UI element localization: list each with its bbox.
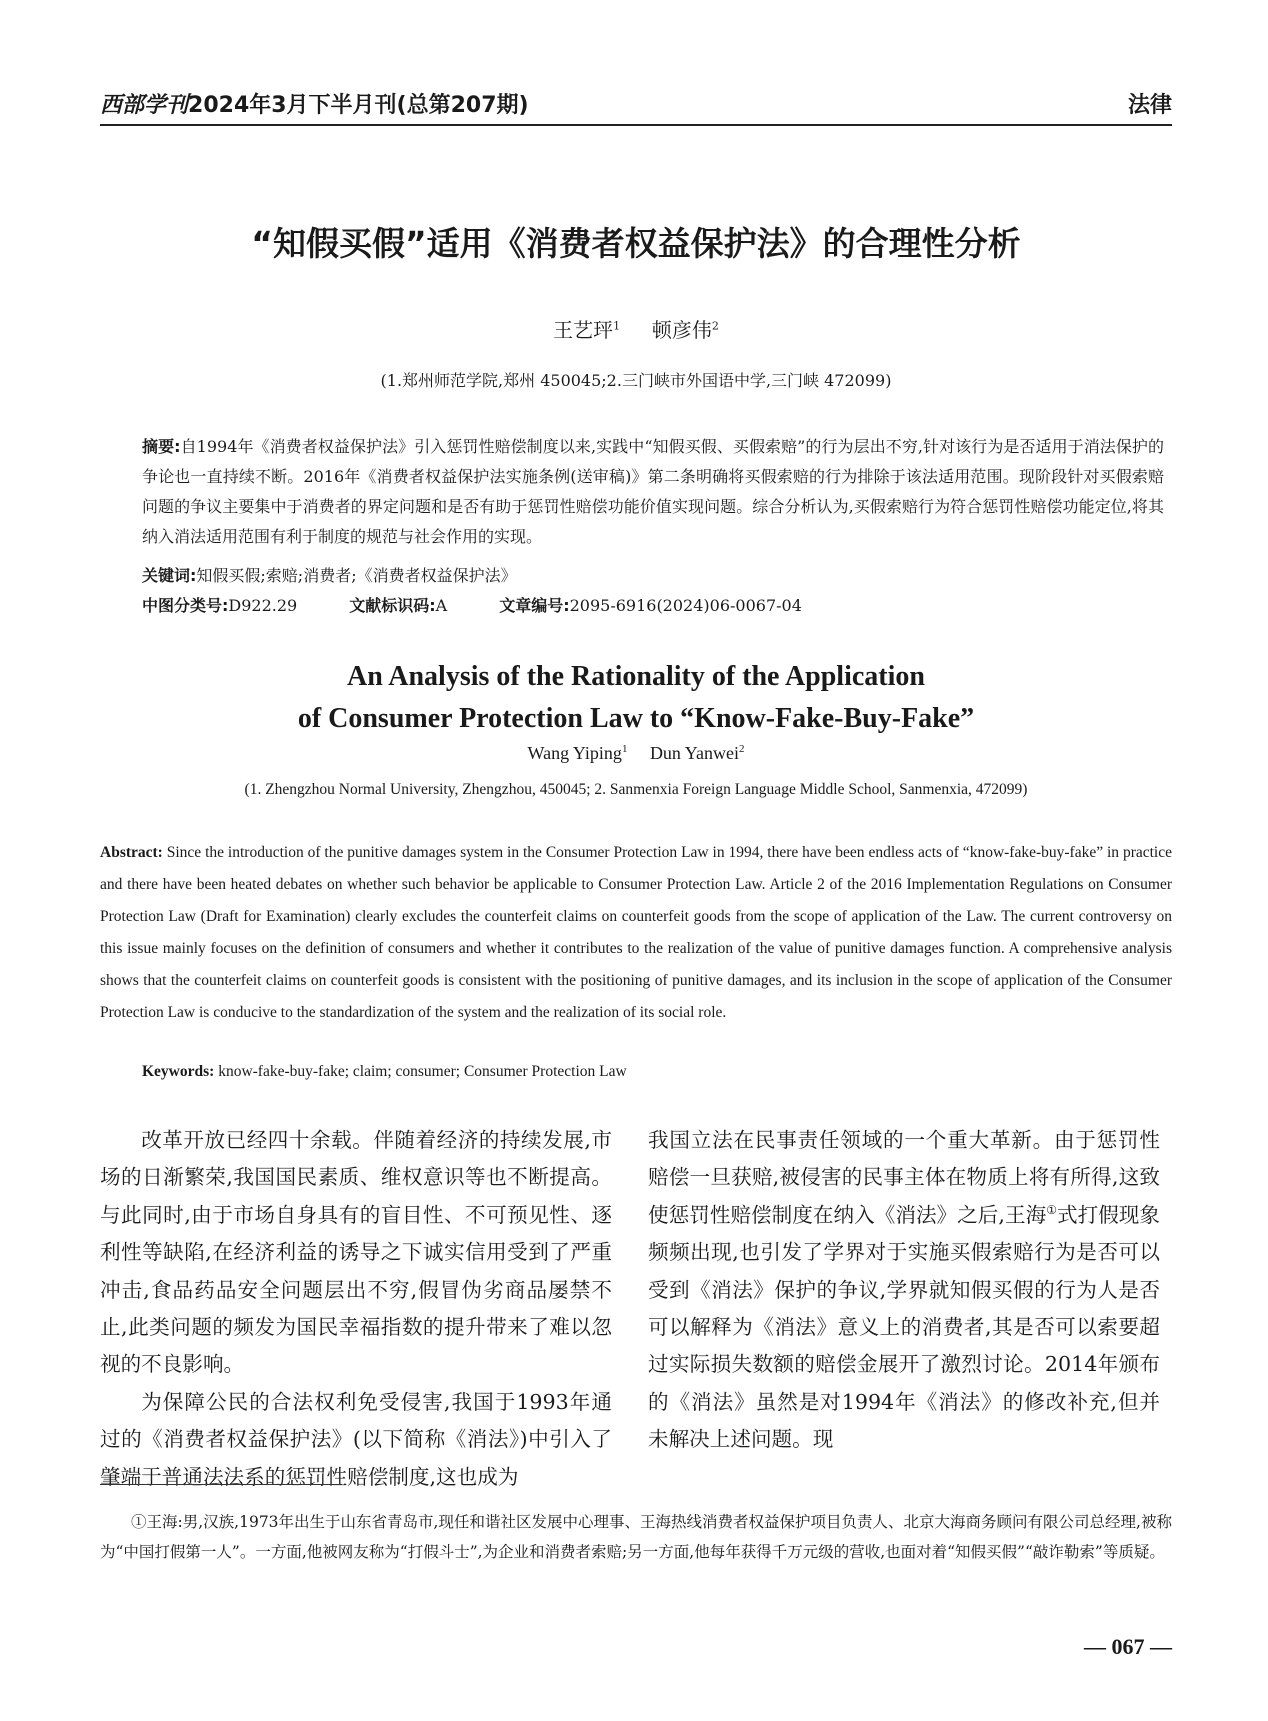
author-1-cn-sup: 1	[613, 319, 621, 333]
author-2-en: Dun Yanwei	[649, 743, 739, 763]
body-paragraph	[648, 1122, 1160, 1459]
affiliation-cn: (1.郑州师范学院,郑州 450045;2.三门峡市外国语中学,三门峡 472099)	[380, 371, 892, 390]
body-text: 我国立法在民事责任领域的一个重大革新。由于惩罚性赔偿一旦获赔,被侵害的民事主体在物质上将有所得,这致使惩罚性赔偿制度在纳入《消法》之后,王海	[648, 1128, 1160, 1227]
keywords-en	[142, 1063, 627, 1081]
author-1-en: Wang Yiping	[527, 743, 622, 763]
article-number-value: 2095-6916(2024)06-0067-04	[569, 596, 802, 615]
body-paragraph: 为保障公民的合法权利免受侵害,我国于1993年通过的《消费者权益保护法》(以下简称《消法》)中引入了肇端于普通法法系的惩罚性赔偿制度,这也成为	[100, 1389, 612, 1489]
title-en-line-2: of Consumer Protection Law to “Know-Fake-Buy-Fake”	[297, 703, 975, 734]
journal-masthead	[100, 88, 529, 119]
author-2-cn: 顿彦伟	[651, 318, 712, 342]
body-paragraph: 改革开放已经四十余载。伴随着经济的持续发展,市场的日渐繁荣,我国国民素质、维权意识等也不断提高。与此同时,由于市场自身具有的盲目性、不可预见性、逐利性等缺陷,在经济利益的诱导之下诚实信用受到了严重冲击,食品药品安全问题层出不穷,假冒伪劣商品屡禁不止,此类问题的频发为国民幸福指数的提升带来了难以忽视的不良影响。	[100, 1128, 612, 1377]
header-divider	[100, 124, 1172, 126]
affiliation-en: (1. Zhengzhou Normal University, Zhengzhou, 450045; 2. Sanmenxia Foreign Language Middle School, Sanmenxia, 472099)	[244, 781, 1028, 798]
page-number: — 067 —	[1084, 1634, 1172, 1659]
author-2-en-sup: 2	[738, 743, 745, 755]
body-text: 式打假现象频频出现,也引发了学界对于实施买假索赔行为是否可以受到《消法》保护的争议,学界就知假买假的行为人是否可以解释为《消法》意义上的消费者,其是否可以索要超过实际损失数额的赔偿金展开了激烈讨论。2014年颁布的《消法》虽然是对1994年《消法》的修改补充,但并未解决上述问题。现	[648, 1202, 1161, 1452]
body-column-right	[648, 1122, 1160, 1459]
doc-code-label: 文献标识码:	[349, 596, 436, 615]
article-title-cn: “知假买假”适用《消费者权益保护法》的合理性分析	[251, 224, 1021, 263]
doc-code-value: A	[435, 596, 448, 615]
clc-label: 中图分类号:	[142, 596, 229, 615]
authors-en	[100, 743, 1172, 764]
abstract-en	[100, 837, 1172, 1029]
footnote-divider	[100, 1484, 342, 1485]
footnote: ①王海:男,汉族,1973年出生于山东省青岛市,现任和谐社区发展中心理事、王海热线消费者权益保护项目负责人、北京大海商务顾问有限公司总经理,被称为“中国打假第一人”。一方面,他被网友称为“打假斗士”,为企业和消费者索赔;另一方面,他每年获得千万元级的营收,也面对着“知假买假”“敲诈勒索”等质疑。	[100, 1513, 1172, 1561]
abstract-cn-text: 自1994年《消费者权益保护法》引入惩罚性赔偿制度以来,实践中“知假买假、买假索赔”的行为层出不穷,针对该行为是否适用于消法保护的争论也一直持续不断。2016年《消费者权益保护法实施条例(送审稿)》第二条明确将买假索赔的行为排除于该法适用范围。现阶段针对买假索赔问题的争议主要集中于消费者的界定问题和是否有助于惩罚性赔偿功能价值实现问题。综合分析认为,买假索赔行为符合惩罚性赔偿功能定位,将其纳入消法适用范围有利于制度的规范与社会作用的实现。	[142, 437, 1164, 546]
clc-value: D922.29	[228, 596, 298, 615]
keywords-en-label: Keywords:	[142, 1063, 215, 1080]
abstract-cn-label: 摘要:	[142, 437, 181, 456]
section-label: 法律	[1127, 93, 1172, 118]
author-2-cn-sup: 2	[711, 319, 719, 333]
body-column-left	[100, 1122, 612, 1496]
keywords-en-text: know-fake-buy-fake; claim; consumer; Consumer Protection Law	[218, 1063, 627, 1080]
abstract-en-text: Since the introduction of the punitive damages system in the Consumer Protection Law in 1994, there have been endless acts of “know-fake-buy-fake” in practice and there have been heated debates on whether such behavior be applicable to Consumer Protection Law. Article 2 of the 2016 Implementation Regulations on Consumer Protection Law (Draft for Examination) clearly excludes the counterfeit claims on counterfeit goods from the scope of application of the Law. The current controversy on this issue mainly focuses on the definition of consumers and whether it contributes to the realization of the value of punitive damages function. A comprehensive analysis shows that the counterfeit claims on counterfeit goods is consistent with the positioning of punitive damages, and its inclusion in the scope of application of the Consumer Protection Law is conducive to the standardization of the system and the realization of its social role.	[100, 844, 1172, 1021]
abstract-en-label: Abstract:	[100, 844, 163, 861]
journal-issue: 2024年3月下半月刊(总第207期)	[188, 93, 529, 118]
authors-cn	[100, 314, 1172, 343]
classification-line	[142, 593, 1164, 616]
article-number-label: 文章编号:	[499, 596, 570, 615]
title-en-line-1: An Analysis of the Rationality of the Application	[347, 661, 925, 692]
keywords-cn-text: 知假买假;索赔;消费者;《消费者权益保护法》	[196, 566, 517, 585]
article-title-en	[100, 656, 1172, 740]
keywords-cn	[142, 563, 1164, 586]
keywords-cn-label: 关键词:	[142, 566, 197, 585]
running-header	[100, 88, 1172, 122]
author-1-cn: 王艺玶	[553, 318, 614, 342]
journal-logo: 西部学刊	[100, 92, 189, 118]
author-1-en-sup: 1	[621, 743, 628, 755]
abstract-cn	[142, 432, 1164, 552]
footnote-reference[interactable]: ①	[1046, 1202, 1057, 1217]
